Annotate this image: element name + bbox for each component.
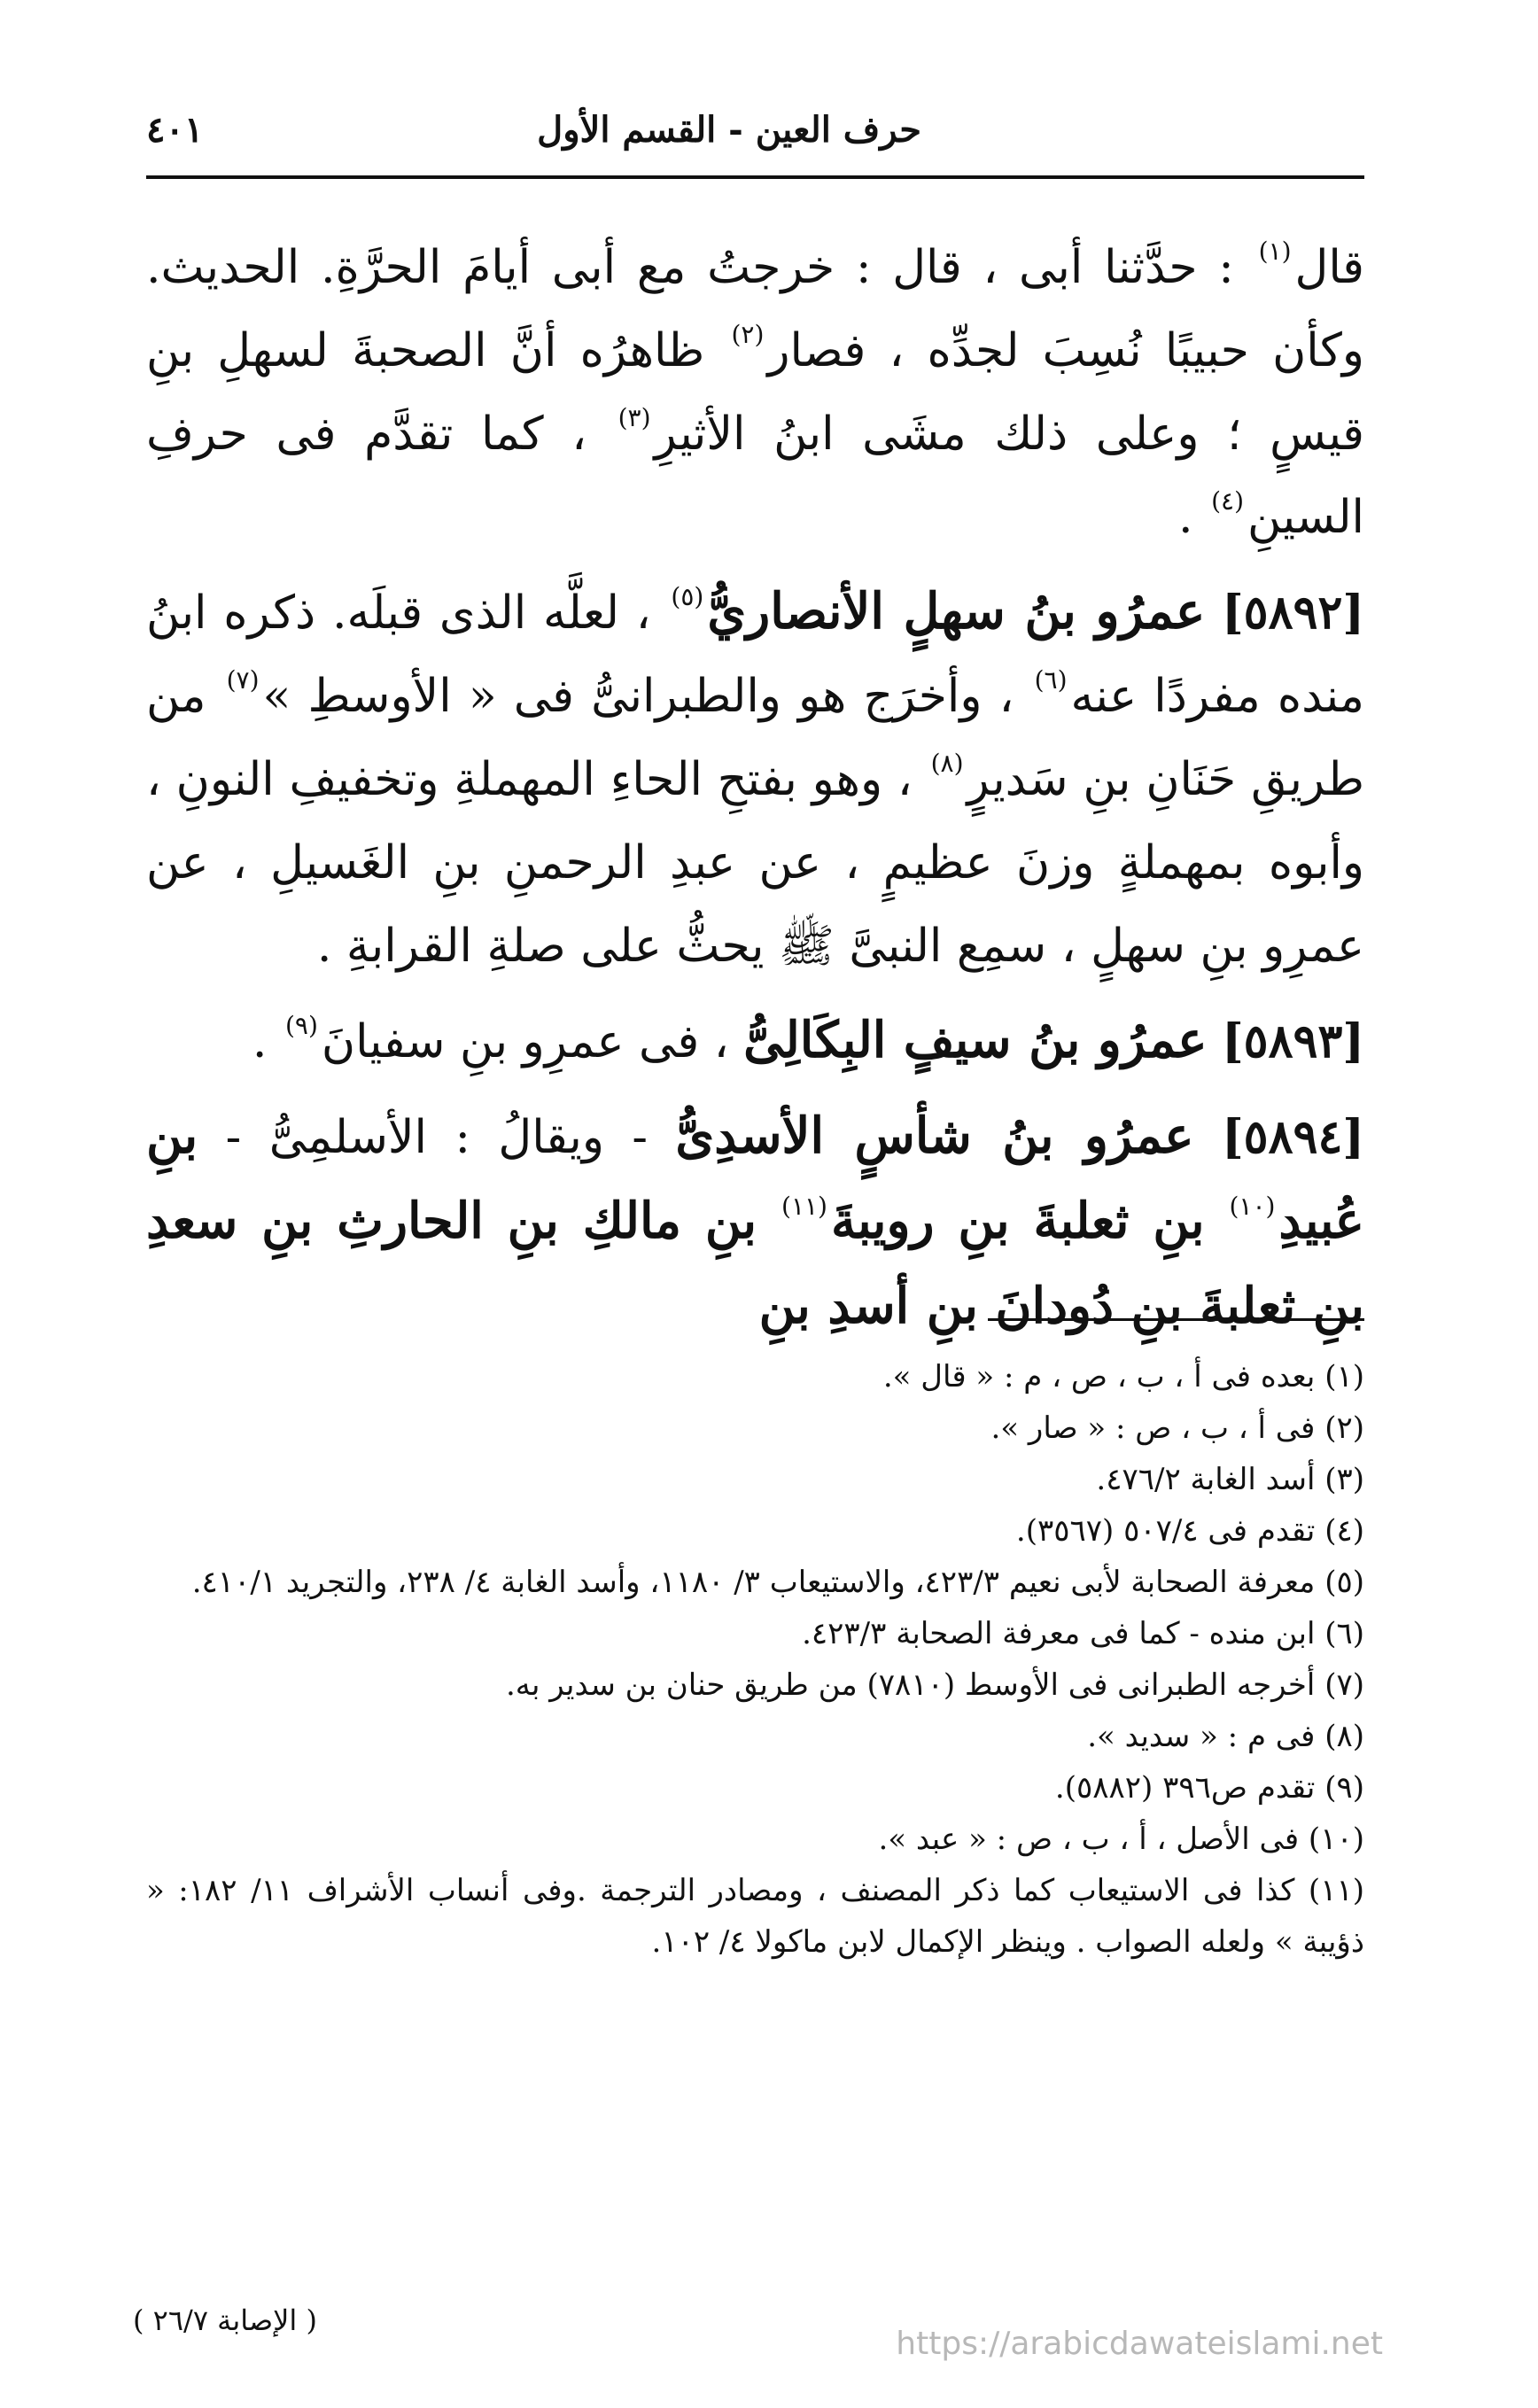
footnote-ref: (٨) (930, 749, 964, 778)
footnote-8: (٨) فى م : « سديد ». (1087, 1719, 1364, 1754)
text-span: من طريقِ حَنَانِ بنِ سَديرٍ (146, 670, 1364, 806)
entry-number: [٥٨٩٢] (1222, 586, 1364, 640)
entry-name: عمرُو بنُ شأسٍ الأسدِىُّ (675, 1107, 1194, 1165)
text-span: . (1178, 491, 1193, 544)
footnote-ref: (٥) (671, 582, 704, 611)
text-span: ، فى عمرِو بنِ سفيانَ (321, 1015, 729, 1068)
footnote-9: (٩) تقدم ص٣٩٦ (٥٨٨٢). (1054, 1770, 1364, 1806)
footnote-4: (٤) تقدم فى ٥٠٧/٤ (٣٥٦٧). (1015, 1513, 1364, 1549)
entry-5894 (146, 1094, 1364, 1349)
text-span: . (252, 1015, 268, 1068)
footnote-1: (١) بعده فى أ ، ب ، ص ، م : « قال ». (882, 1359, 1364, 1394)
footnotes (146, 1351, 1364, 1968)
text-span: قال (1294, 241, 1365, 294)
footnote-ref: (٦) (1034, 665, 1068, 695)
footnote-11: (١١) كذا فى الاستيعاب كما ذكر المصنف ، ومصادر الترجمة .وفى أنساب الأشراف ١١/ ١٨٢: « ذؤيبة » ولعله الصواب . وينظر الإكمال لابن ماكولا ٤/ ١٠٢. (146, 1873, 1364, 1960)
entry-name: بنِ عُبيدِ (146, 1107, 1365, 1250)
header-rule (146, 175, 1364, 179)
page-header (146, 89, 1364, 151)
entry-number: [٥٨٩٤] (1222, 1110, 1364, 1164)
footnote-5: (٥) معرفة الصحابة لأبى نعيم ٤٢٣/٣، والاستيعاب ٣/ ١١٨٠، وأسد الغابة ٤/ ٢٣٨، والتجريد ٤١٠/١. (191, 1565, 1364, 1600)
footnote-3: (٣) أسد الغابة ٤٧٦/٢. (1096, 1462, 1364, 1497)
text-span: ، لعلَّه الذى قبلَه. ذكره ابنُ منده مفردًا عنه (146, 586, 1364, 723)
entry-name: عمرُو بنُ سهلٍ الأنصاريُّ (707, 582, 1206, 641)
entry-name: بنِ ثعلبةَ بنِ رويبةَ (830, 1192, 1205, 1250)
running-title: حرف العين - القسم الأول (537, 109, 921, 151)
watermark-url: https://arabicdawateislami.net (896, 2326, 1383, 2362)
entry-name: بنِ مالكِ بنِ الحارثِ بنِ سعدِ بنِ ثعلبةَ بنِ دُودانَ بنِ أسدِ بنِ (146, 1192, 1364, 1335)
footnote-ref: (٤) (1211, 486, 1245, 516)
footnote-ref: (١) (1258, 237, 1292, 266)
entry-5892 (146, 570, 1364, 988)
footnote-10: (١٠) فى الأصل ، أ ، ب ، ص : « عبد ». (878, 1822, 1364, 1857)
paragraph-1 (146, 226, 1364, 559)
footnote-ref: (٩) (284, 1011, 318, 1040)
entry-number: [٥٨٩٣] (1222, 1014, 1364, 1068)
entry-5893 (146, 998, 1364, 1084)
volume-reference: ( الإصابة ٢٦/٧ ) (133, 2303, 317, 2337)
text-span: ، وهو بفتحِ الحاءِ المهملةِ وتخفيفِ النونِ ، وأبوه بمهملةٍ وزنَ عظيمٍ ، عن عبدِ الرحمنِ بنِ الغَسيلِ ، عن عمرِو بنِ سهلٍ ، سمِع النبىَّ ﷺ يحثُّ على صلةِ القرابةِ . (146, 753, 1364, 973)
text-span: ، وأخرَج هو والطبرانىُّ فى « الأوسطِ » (262, 670, 1014, 723)
text-span: - ويقالُ : الأسلمِىُّ - (225, 1111, 648, 1164)
entry-name: عمرُو بنُ سيفٍ البِكَالِىُّ (743, 1011, 1208, 1069)
footnote-ref: (٣) (618, 403, 651, 432)
text-span: ظاهرُه أنَّ الصحبةَ لسهلِ بنِ قيسٍ ؛ وعلى ذلك مشَى ابنُ الأثيرِ (146, 324, 1364, 461)
page-number: ٤٠١ (146, 109, 204, 151)
text-span: ، كما تقدَّم فى حرفِ السينِ (146, 408, 1364, 544)
footnote-ref: (١٠) (1229, 1192, 1276, 1221)
footnote-ref: (١١) (781, 1192, 827, 1221)
text-span: : حدَّثنا أبى ، قال : خرجتُ مع أبى أيامَ الحرَّةِ. الحديث. وكأن حبيبًا نُسِبَ لجدِّه ، فصار (146, 241, 1364, 377)
footnote-2: (٢) فى أ ، ب ، ص : « صار ». (990, 1410, 1364, 1446)
footnote-ref: (٧) (226, 665, 260, 695)
main-text (146, 226, 1364, 1349)
footnote-7: (٧) أخرجه الطبرانى فى الأوسط (٧٨١٠) من طريق حنان بن سدير به. (505, 1667, 1364, 1703)
footnote-separator (988, 1318, 1364, 1321)
footnote-6: (٦) ابن منده - كما فى معرفة الصحابة ٤٢٣/٣. (802, 1616, 1364, 1651)
footnote-ref: (٢) (731, 320, 765, 349)
